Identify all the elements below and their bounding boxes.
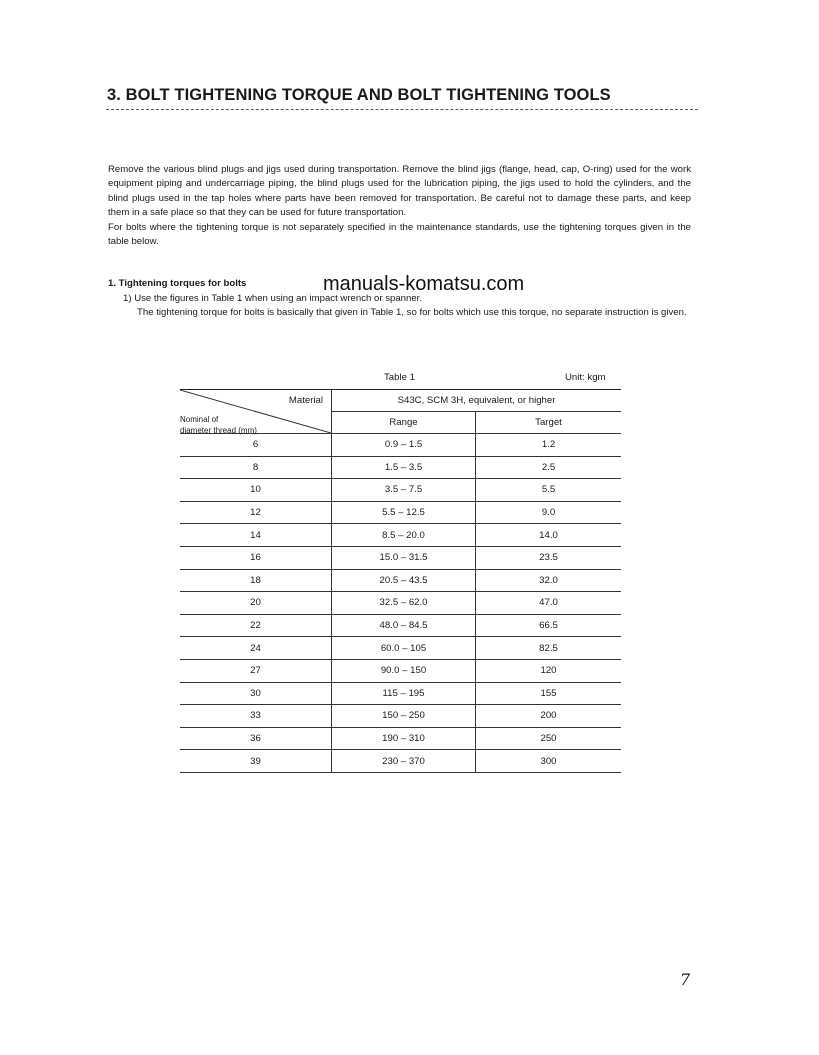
table-row [180,434,621,457]
table-caption: Table 1 [384,372,415,383]
range-cell: 5.5 – 12.5 [332,501,476,524]
header-material: Material [288,395,323,406]
target-cell: 82.5 [476,637,622,660]
range-cell: 230 – 370 [332,750,476,773]
diameter-cell: 22 [180,614,332,637]
torque-table [180,389,621,773]
diameter-cell: 16 [180,546,332,569]
range-cell: 3.5 – 7.5 [332,479,476,502]
range-cell: 150 – 250 [332,705,476,728]
table-row [180,546,621,569]
table-row [180,592,621,615]
item-line-2: The tightening torque for bolts is basically that given in Table 1, so for bolts which use this torque, no separate instruction is given. [137,307,687,319]
intro-paragraph-2: For bolts where the tightening torque is not separately specified in the maintenance standards, use the tightening torques given in the table below. [108,221,691,248]
range-cell: 90.0 – 150 [332,659,476,682]
target-cell: 9.0 [476,501,622,524]
target-cell: 66.5 [476,614,622,637]
title-underline [106,109,698,110]
target-cell: 47.0 [476,592,622,615]
target-cell: 5.5 [476,479,622,502]
item-line-1: 1) Use the figures in Table 1 when using an impact wrench or spanner. [123,293,422,304]
diameter-cell: 27 [180,659,332,682]
range-cell: 15.0 – 31.5 [332,546,476,569]
table-row [180,569,621,592]
table-row [180,614,621,637]
target-cell: 14.0 [476,524,622,547]
table-row [180,479,621,502]
table-row [180,456,621,479]
diameter-cell: 24 [180,637,332,660]
target-cell: 200 [476,705,622,728]
diameter-cell: 33 [180,705,332,728]
range-cell: 48.0 – 84.5 [332,614,476,637]
table-row [180,501,621,524]
table-corner-header [180,390,332,434]
diameter-cell: 10 [180,479,332,502]
range-cell: 115 – 195 [332,682,476,705]
target-cell: 23.5 [476,546,622,569]
target-cell: 250 [476,727,622,750]
diameter-cell: 12 [180,501,332,524]
intro-text [108,163,691,249]
intro-paragraph-1: Remove the various blind plugs and jigs used during transportation. Remove the blind jigs (flange, head, cap, O-ring) used for the work equipment piping and undercarriage piping, the blind plugs used for the lubrication piping, the jigs used to hold the cylinders, and the blind plugs used in the tap holes where parts have been removed for transportation. Be careful not to damage these parts, and keep them in a safe place so that they can be used for future transportation. [108,164,691,219]
diameter-cell: 18 [180,569,332,592]
header-target: Target [476,412,622,434]
target-cell: 155 [476,682,622,705]
section-heading: 1. Tightening torques for bolts [108,278,247,289]
header-spec: S43C, SCM 3H, equivalent, or higher [332,390,622,412]
section-item-1 [123,292,691,321]
target-cell: 32.0 [476,569,622,592]
table-row [180,682,621,705]
diameter-cell: 6 [180,434,332,457]
diameter-cell: 30 [180,682,332,705]
target-cell: 300 [476,750,622,773]
target-cell: 120 [476,659,622,682]
table-unit: Unit: kgm [565,372,606,383]
table-row [180,524,621,547]
range-cell: 8.5 – 20.0 [332,524,476,547]
range-cell: 60.0 – 105 [332,637,476,660]
target-cell: 2.5 [476,456,622,479]
target-cell: 1.2 [476,434,622,457]
header-range: Range [332,412,476,434]
diameter-cell: 20 [180,592,332,615]
table-header-row [180,390,621,412]
range-cell: 20.5 – 43.5 [332,569,476,592]
table-row [180,750,621,773]
header-nominal-line1: Nominal of [180,415,219,424]
diameter-cell: 36 [180,727,332,750]
range-cell: 0.9 – 1.5 [332,434,476,457]
range-cell: 1.5 – 3.5 [332,456,476,479]
table-row [180,705,621,728]
diameter-cell: 8 [180,456,332,479]
header-nominal [180,414,257,436]
diameter-cell: 39 [180,750,332,773]
range-cell: 190 – 310 [332,727,476,750]
header-nominal-line2: diameter thread (mm) [180,426,257,435]
watermark: manuals-komatsu.com [323,273,525,295]
page-number: 7 [680,970,691,989]
page-title: 3. BOLT TIGHTENING TORQUE AND BOLT TIGHTENING TOOLS [107,86,611,104]
table-row [180,637,621,660]
diameter-cell: 14 [180,524,332,547]
range-cell: 32.5 – 62.0 [332,592,476,615]
table-row [180,727,621,750]
table-row [180,659,621,682]
